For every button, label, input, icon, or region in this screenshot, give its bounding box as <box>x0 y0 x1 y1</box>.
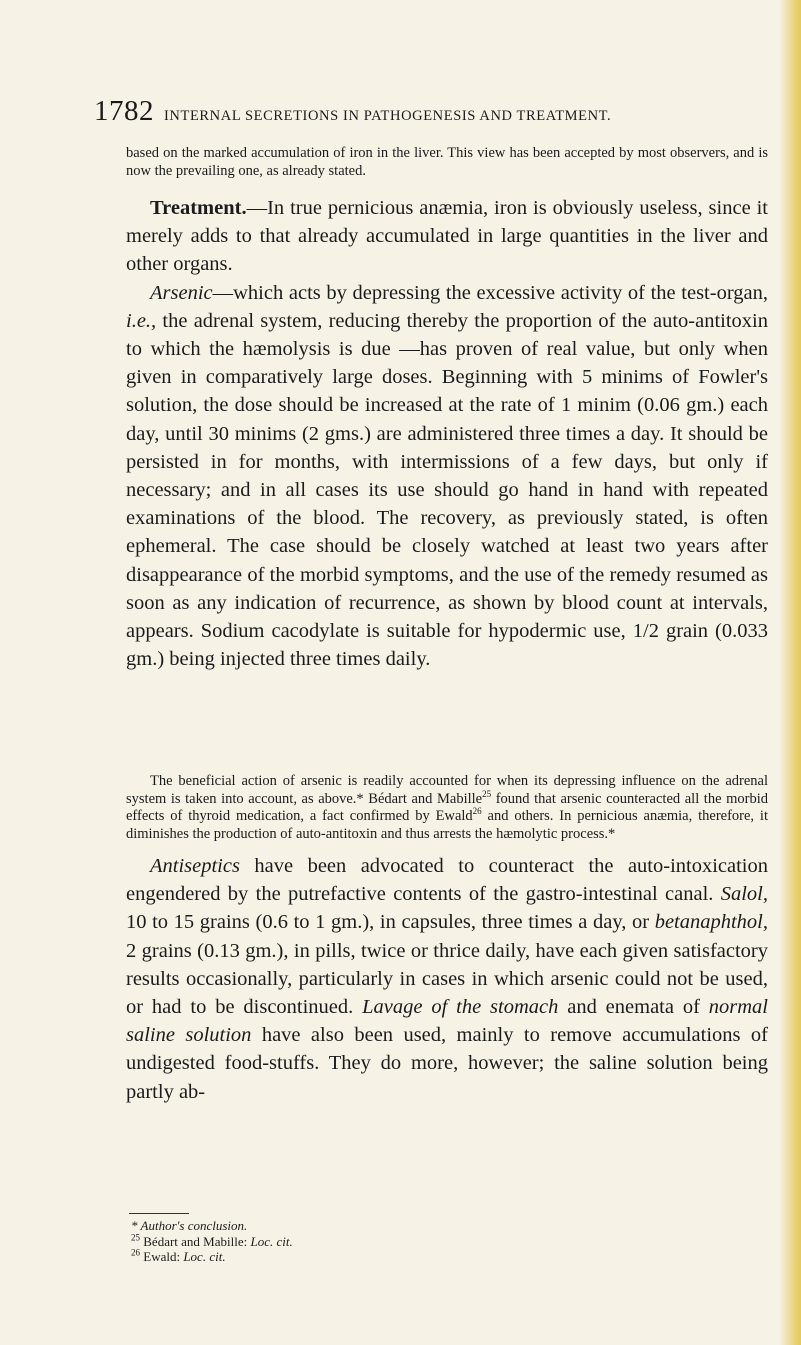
main-text <box>126 194 768 673</box>
arsenic-term: Arsenic <box>150 281 213 304</box>
running-head: INTERNAL SECRETIONS IN PATHOGENESIS AND TREATMENT. <box>164 108 612 124</box>
page-number: 1782 <box>94 95 154 127</box>
footnote-1: * Author's conclusion. <box>131 1218 248 1233</box>
fraction: 1/2 <box>632 620 659 643</box>
treatment-paragraph: Treatment.—In true pernicious anæmia, iron is obviously useless, since it merely adds to that already accumulated in large quantities in the liver and other organs. <box>126 197 768 276</box>
antiseptics-paragraph: Antiseptics have been advocated to counteract the auto-intoxication engendered by the putrefactive contents of the gastro-intestinal canal. Salol, 10 to 15 grains (0.6 to 1 gm.), in capsules, three times a day, or betanaphthol, 2 grains (0.13 gm.), in pills, twice or thrice daily, have each given satisfactory results occasionally, particularly in cases in which arsenic could not be used, or had to be discontinued. Lavage of the stomach and enemata of normal saline solution have also been used, mainly to remove accumulations of undigested food-stuffs. They do more, however; the saline solution being partly ab- <box>126 855 768 1103</box>
footnote-ref: 26 <box>472 806 482 817</box>
page-edge <box>779 0 801 1345</box>
antiseptics-term: Antiseptics <box>150 855 240 877</box>
page-header <box>94 95 734 128</box>
footnote-rule <box>129 1213 189 1214</box>
footnotes <box>131 1218 293 1265</box>
footnote-2: $^{25}$ Bédart and Mabille: Loc. cit. <box>131 1232 293 1249</box>
arsenic-paragraph: Arsenic—which acts by depressing the excessive activity of the test-organ, i.e., the adrenal system, reducing thereby the proportion of the auto-antitoxin to which the hæmolysis is due —has proven of real value, but only when given in comparatively large doses. Beginning with 5 minims of Fowler's solution, the dose should be increased at the rate of 1 minim (0.06 gm.) each day, until 30 minims (2 gms.) are administered three times a day. It should be persisted in for months, with intermissions of a few days, but only if necessary; and in all cases its use should go hand in hand with repeated examinations of the blood. The recovery, as previously stated, is often ephemeral. The case should be closely watched at least two years after disappearance of the morbid symptoms, and the use of the remedy resumed as soon as any indication of recurrence, as shown by blood count at intervals, appears. Sodium cacodylate is suitable for hypodermic use, 1/2 grain (0.033 gm.) being injected three times daily. <box>126 281 768 671</box>
footnote-3: $^{26}$ Ewald: Loc. cit. <box>131 1247 226 1264</box>
footnote-ref: 25 <box>482 788 492 799</box>
intro-paragraph: based on the marked accumulation of iron in the liver. This view has been accepted by most observers, and is now the prevailing one, as already stated. <box>126 145 768 179</box>
note-paragraph: The beneficial action of arsenic is readily accounted for when its depressing influence on the adrenal system is taken into account, as above.* Bédart and Mabille$^{25}$ found that arsenic counteracted all the morbid effects of thyroid medication, a fact confirmed by Ewald$^{26}$ and others. In pernicious anæmia, therefore, it diminishes the production of auto-antitoxin and thus arrests the hæmolytic process.* <box>126 773 768 842</box>
treatment-heading: Treatment. <box>150 197 247 219</box>
